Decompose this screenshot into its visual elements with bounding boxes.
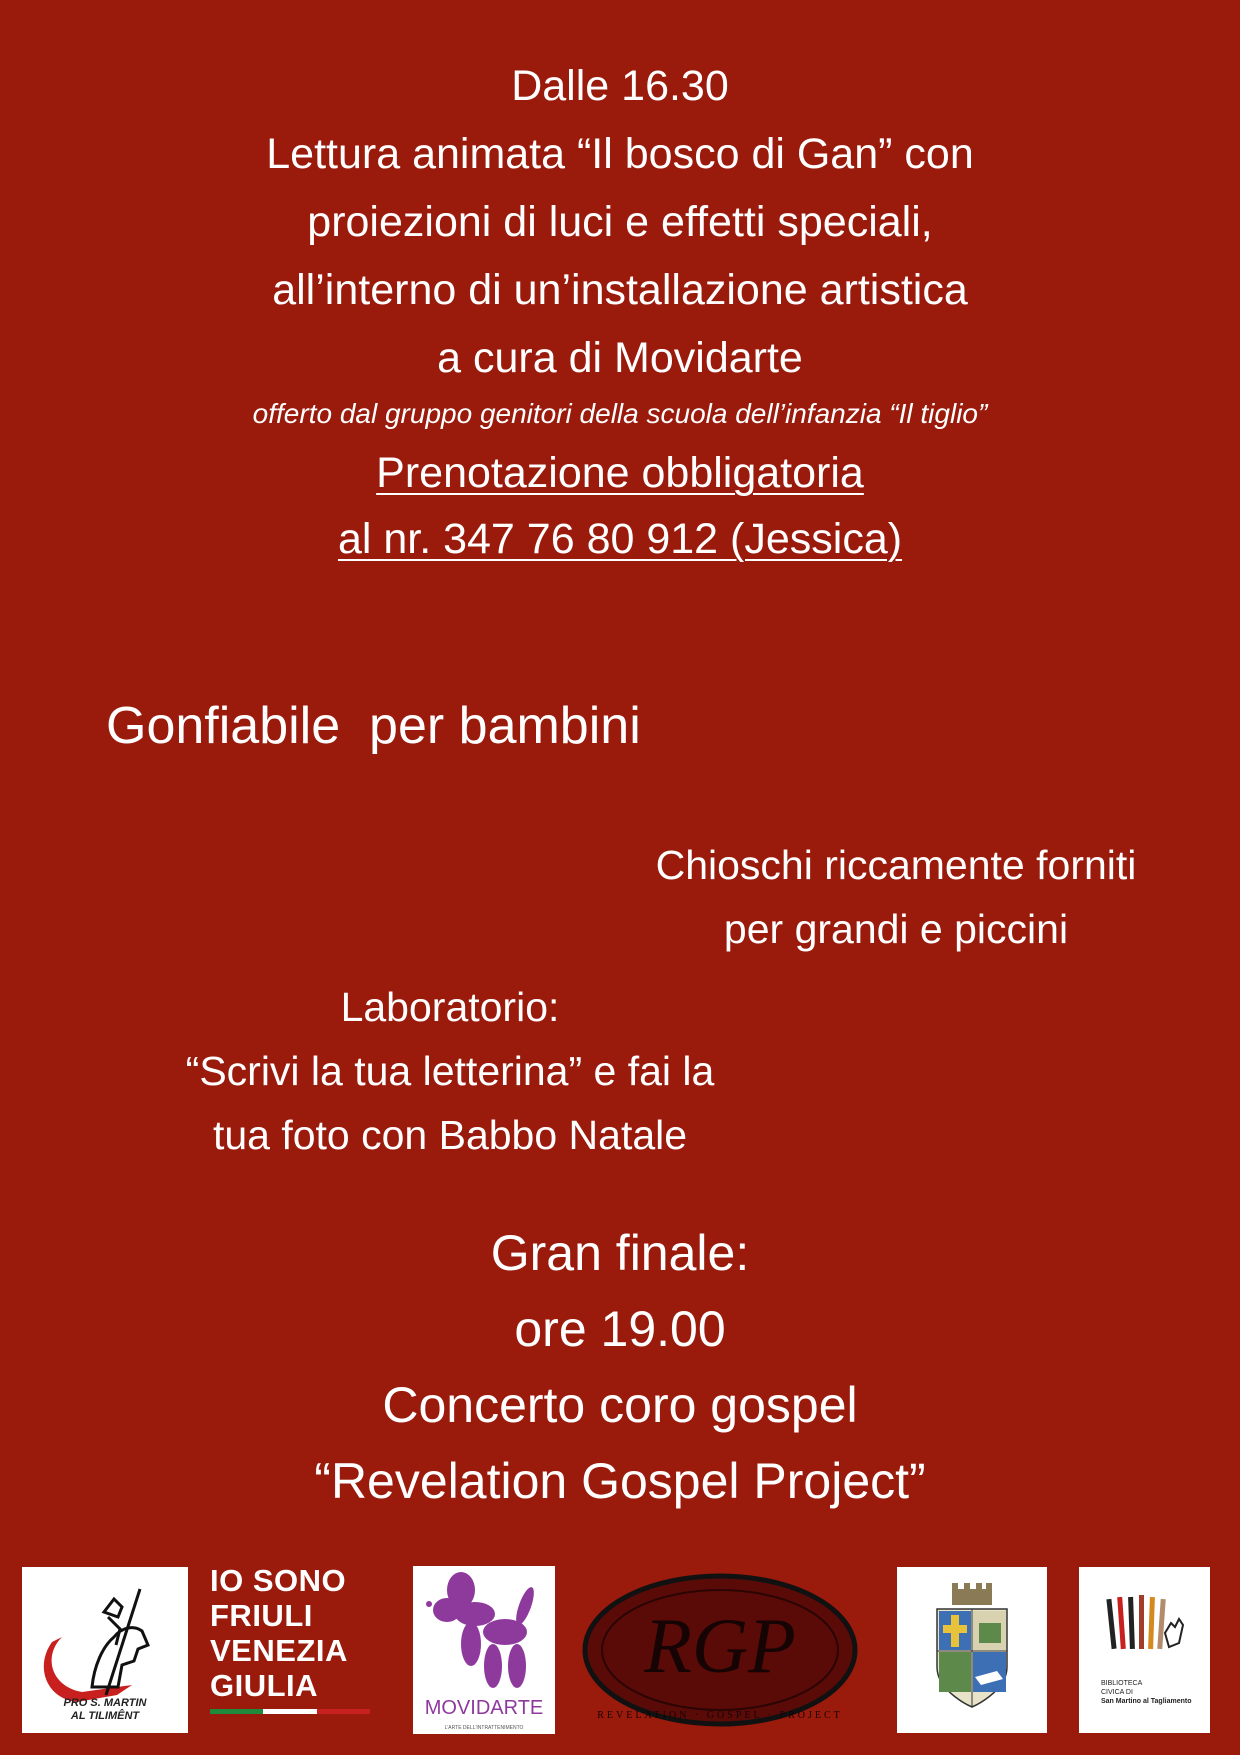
booking-phone: al nr. 347 76 80 912 (Jessica) (337, 515, 903, 563)
fvg-line-4: GIULIA (210, 1668, 319, 1703)
start-time: Dalle 16.30 (511, 62, 729, 110)
fvg-line-3: VENEZIA (210, 1633, 348, 1668)
library-line-2: CIVICA DI (1101, 1689, 1133, 1696)
booking-required: Prenotazione obbligatoria (376, 449, 864, 497)
rgp-monogram: RGP (644, 1602, 796, 1689)
movidarte-tagline: L'ARTE DELL'INTRATTENIMENTO (444, 1725, 524, 1731)
reading-event-section (0, 52, 1240, 572)
pro-loco-logo (22, 1567, 188, 1733)
kiosks-line-2: per grandi e piccini (723, 906, 1069, 952)
reading-title-line-3: all’interno di un’installazione artistica (272, 266, 968, 314)
italian-flag-stripe (210, 1709, 370, 1714)
reading-title-line-1: Lettura animata “Il bosco di Gan” con (266, 130, 974, 178)
municipality-coat-of-arms-logo (897, 1567, 1047, 1733)
library-books-icon (1079, 1567, 1210, 1677)
rgp-emblem-icon (575, 1568, 865, 1732)
coat-of-arms-icon (897, 1567, 1047, 1733)
kiosks-line-1: Chioschi riccamente forniti (655, 842, 1137, 888)
offered-by-note: offerto dal gruppo genitori della scuola dell’infanzia “Il tiglio” (252, 398, 988, 429)
fvg-line-1: IO SONO (210, 1563, 347, 1598)
workshop-section (130, 975, 770, 1167)
workshop-line-3: tua foto con Babbo Natale (212, 1112, 688, 1158)
finale-section (0, 1215, 1240, 1519)
fvg-wordmark (210, 1563, 380, 1703)
reading-title-line-4: a cura di Movidarte (437, 334, 803, 382)
finale-concert: Concerto coro gospel (382, 1377, 858, 1433)
workshop-line-2: “Scrivi la tua letterina” e fai la (185, 1048, 715, 1094)
biblioteca-logo (1079, 1567, 1210, 1733)
finale-time: ore 19.00 (514, 1301, 726, 1357)
movidarte-logo (413, 1566, 555, 1734)
reading-title-line-2: proiezioni di luci e effetti speciali, (307, 198, 933, 246)
workshop-line-1: Laboratorio: (340, 984, 560, 1030)
fvg-line-2: FRIULI (210, 1598, 313, 1633)
pro-loco-line-1: PRO S. MARTIN (63, 1697, 147, 1709)
inflatable-heading: Gonfiabile per bambini (106, 697, 641, 755)
rgp-ring-text: REVELATION · GOSPEL · PROJECT (597, 1710, 843, 1721)
finale-heading: Gran finale: (490, 1225, 750, 1281)
rgp-logo (575, 1568, 865, 1732)
movidarte-name: MOVIDARTE (424, 1697, 544, 1719)
io-sono-fvg-logo (210, 1563, 380, 1741)
balloon-dog-icon (413, 1566, 555, 1696)
library-line-3: San Martino al Tagliamento (1101, 1698, 1192, 1705)
library-line-1: BIBLIOTECA (1101, 1680, 1143, 1687)
finale-choir-name: “Revelation Gospel Project” (314, 1453, 926, 1509)
kiosks-section (596, 833, 1196, 961)
pro-loco-line-2: AL TILIMÊNT (70, 1710, 140, 1722)
